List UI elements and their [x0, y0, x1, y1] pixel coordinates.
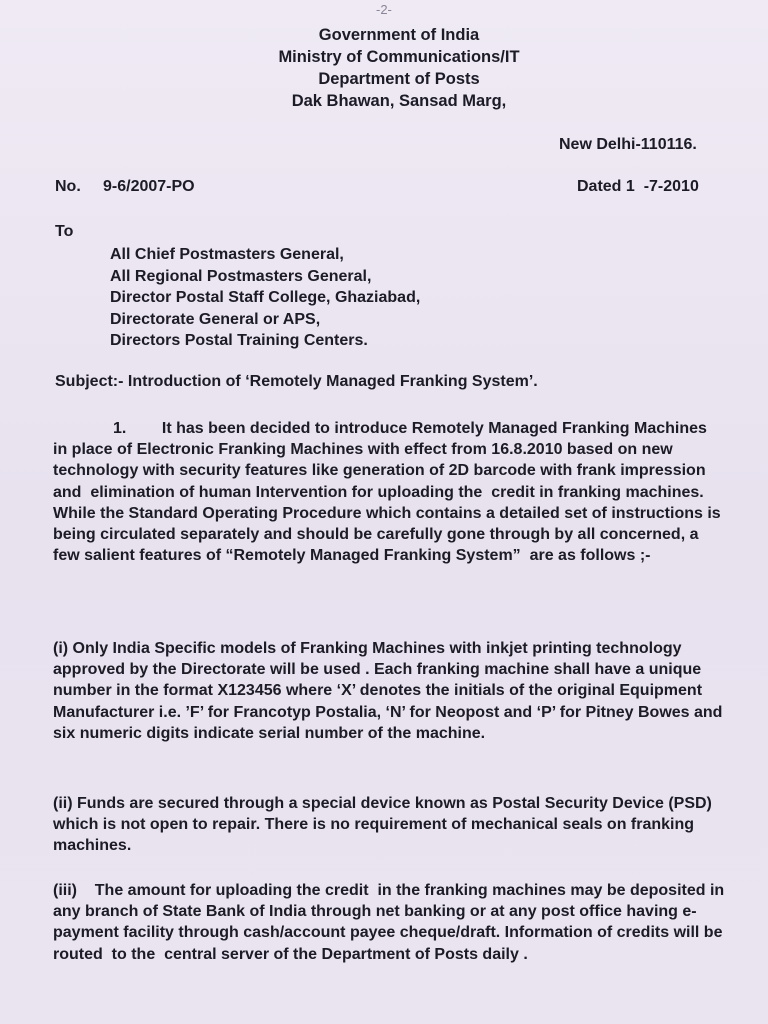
- recipient-item: Director Postal Staff College, Ghaziabad,: [110, 289, 421, 306]
- paragraph-feature-ii: (ii) Funds are secured through a special device known as Postal Security Device (PSD) which is not open to repair. There is no requirement of mechanical seals on franking machines.: [53, 795, 712, 855]
- recipient-item: Directors Postal Training Centers.: [110, 332, 368, 349]
- header-government: Government of India: [318, 26, 480, 44]
- letterhead: [0, 24, 768, 112]
- reference-number: No. 9-6/2007-PO: [55, 178, 195, 195]
- recipient-list: [110, 244, 420, 352]
- header-ministry: Ministry of Communications/IT: [278, 48, 520, 66]
- recipient-item: All Chief Postmasters General,: [110, 246, 344, 263]
- recipient-item: All Regional Postmasters General,: [110, 267, 372, 285]
- recipient-item: Directorate General or APS,: [110, 310, 321, 328]
- paragraph-feature-iii: (iii) The amount for uploading the credit in the franking machines may be deposited in any branch of State Bank of India through net banking or at any post office having e-payment facility through cash/account payee cheque/draft. Information of credits will be routed to the central server of the Department of Posts daily .: [53, 882, 729, 963]
- paragraph-feature-i: (i) Only India Specific models of Franking Machines with inkjet printing technology approved by the Directorate will be used . Each franking machine shall have a unique number in the format X123456 where ‘X’ denotes the initials of the original Equipment Manufacturer i.e. ’F’ for Francotyp Postalia, ‘N’ for Neopost and ‘P’ for Pitney Bowes and six numeric digits indicate serial number of the machine.: [53, 640, 723, 742]
- header-department: Department of Posts: [318, 70, 480, 88]
- page-number: -2-: [376, 2, 392, 17]
- to-label: To: [55, 223, 74, 240]
- reference-date: Dated 1 -7-2010: [577, 178, 699, 195]
- subject-line: Subject:- Introduction of ‘Remotely Managed Franking System’.: [55, 373, 538, 390]
- place-line: New Delhi-110116.: [559, 136, 697, 153]
- paragraph-1: 1. It has been decided to introduce Remotely Managed Franking Machines in place of Electronic Franking Machines with effect from 16.8.2010 based on new technology with security features like generation of 2D barcode with frank impression and elimination of human Intervention for uploading the credit in franking machines. While the Standard Operating Procedure which contains a detailed set of instructions is being circulated separately and should be carefully gone through by all concerned, a few salient features of “Remotely Managed Franking System” are as follows ;-: [53, 420, 726, 565]
- header-address: Dak Bhawan, Sansad Marg,: [291, 92, 507, 110]
